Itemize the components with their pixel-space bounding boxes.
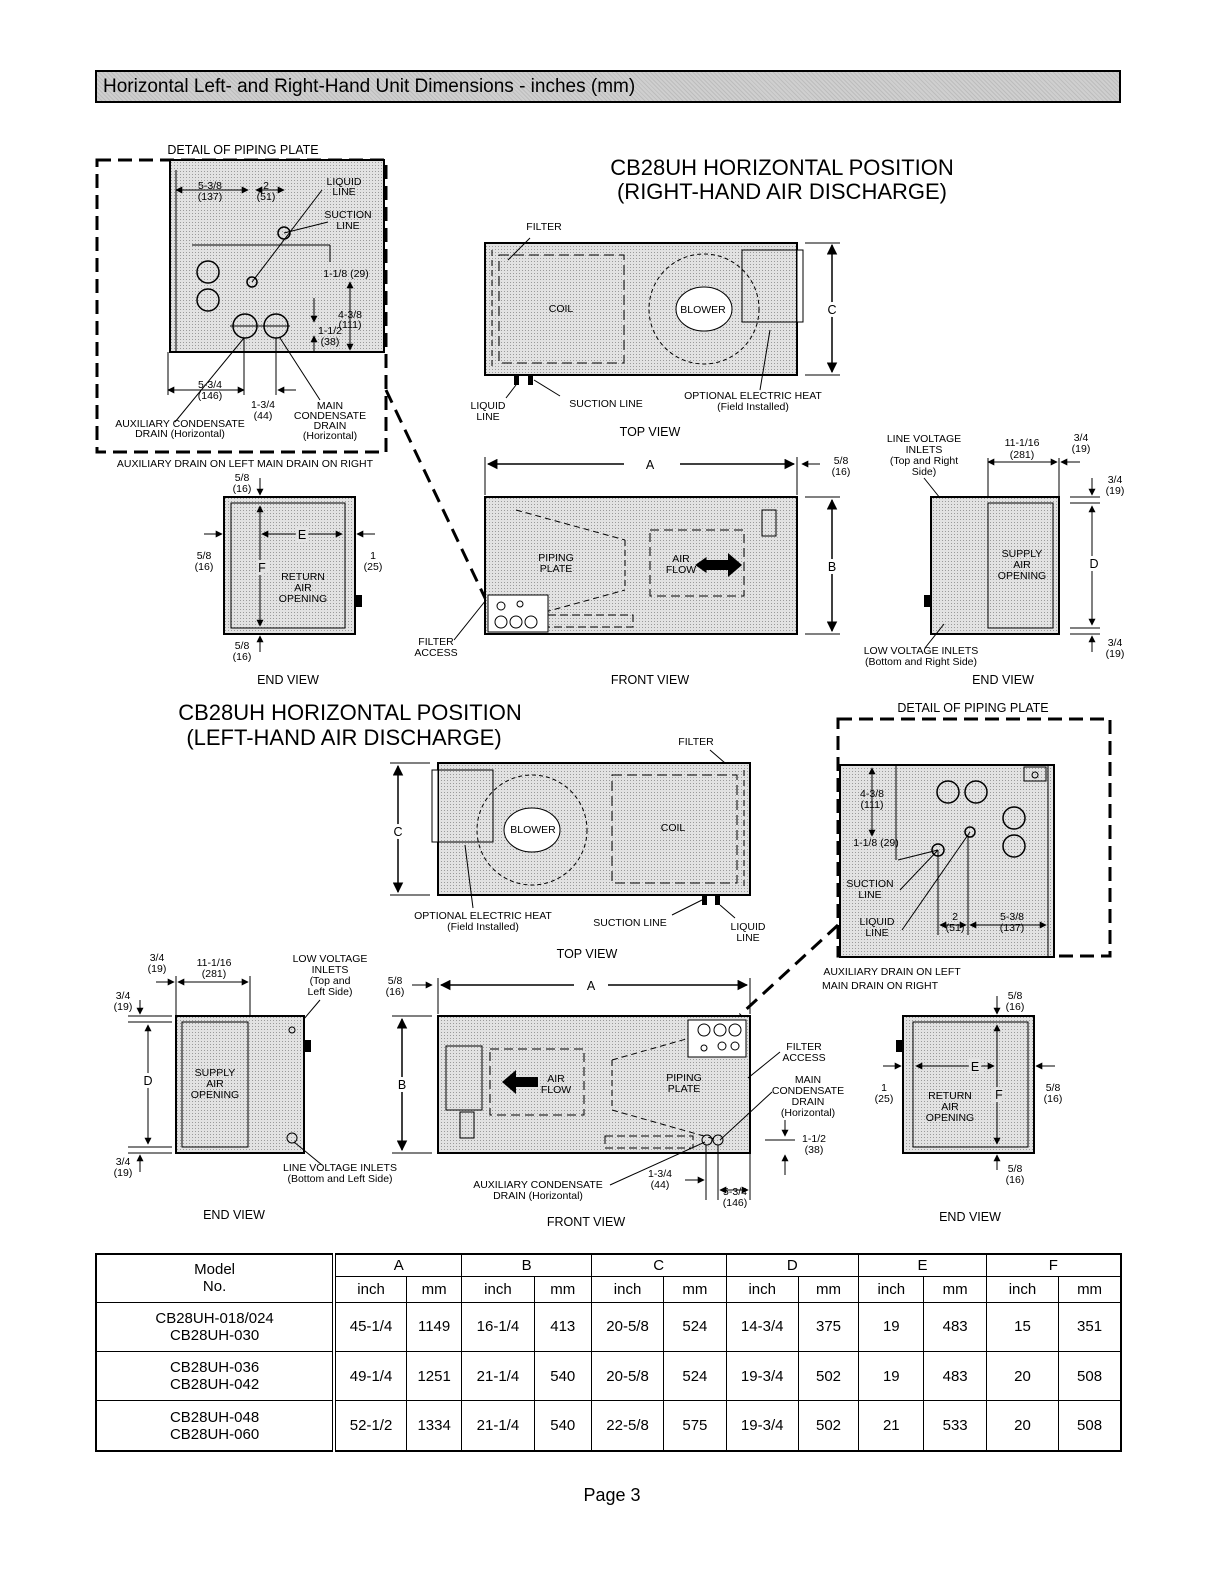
svg-text:DRAIN (Horizontal): DRAIN (Horizontal)	[135, 428, 225, 440]
svg-text:(16): (16)	[232, 651, 252, 663]
svg-text:BLOWER: BLOWER	[680, 304, 726, 316]
lh-front-view-caption: FRONT VIEW	[546, 1215, 626, 1229]
svg-text:FILTER: FILTER	[526, 221, 562, 233]
table-row	[96, 1302, 1121, 1351]
svg-text:5/8: 5/8	[833, 455, 849, 467]
table-cell: 49-1/4	[334, 1351, 406, 1400]
lh-end-view-right-caption: END VIEW	[939, 1210, 1001, 1224]
svg-text:(16): (16)	[232, 483, 252, 495]
lh-end-view-supply	[114, 952, 397, 1222]
table-cell: 375	[798, 1302, 858, 1351]
svg-text:MAIN: MAIN	[316, 400, 344, 412]
svg-text:DRAIN: DRAIN	[313, 420, 347, 432]
svg-text:PIPING: PIPING	[666, 1072, 702, 1084]
svg-text:COIL: COIL	[660, 822, 686, 834]
svg-text:E: E	[970, 1060, 980, 1074]
svg-text:(Field Installed): (Field Installed)	[447, 921, 519, 933]
svg-text:LINE: LINE	[332, 186, 356, 198]
table-cell: 483	[924, 1351, 986, 1400]
svg-text:B: B	[397, 1078, 407, 1092]
table-cell: 19	[859, 1351, 924, 1400]
svg-text:4-3/8: 4-3/8	[338, 309, 362, 321]
table-cell: 524	[664, 1351, 726, 1400]
table-cell: 533	[924, 1401, 986, 1451]
svg-text:LIQUID: LIQUID	[730, 921, 766, 933]
svg-text:INLETS: INLETS	[905, 444, 943, 456]
table-cell: 502	[798, 1401, 858, 1451]
svg-text:D: D	[143, 1074, 153, 1088]
table-cell: 502	[798, 1351, 858, 1400]
col-group-f: F	[986, 1254, 1121, 1276]
svg-text:E: E	[297, 528, 307, 542]
rh-end-view-supply	[864, 432, 1125, 687]
svg-text:AIR: AIR	[547, 1073, 565, 1085]
svg-text:5-3/4: 5-3/4	[723, 1186, 747, 1198]
lh-front-view	[386, 975, 844, 1229]
svg-text:LINE: LINE	[865, 927, 889, 939]
svg-text:5/8: 5/8	[234, 640, 250, 652]
svg-text:OPENING: OPENING	[925, 1112, 975, 1124]
svg-text:DRAIN (Horizontal): DRAIN (Horizontal)	[493, 1190, 583, 1202]
svg-text:(Horizontal): (Horizontal)	[302, 430, 358, 442]
svg-text:1-3/4: 1-3/4	[648, 1168, 672, 1180]
svg-text:4-3/8: 4-3/8	[860, 788, 884, 800]
svg-text:(38): (38)	[320, 336, 340, 348]
table-cell: 19	[859, 1302, 924, 1351]
svg-text:1: 1	[370, 550, 376, 562]
svg-text:FILTER: FILTER	[678, 736, 714, 748]
svg-text:(19): (19)	[113, 1167, 133, 1179]
svg-text:AIR: AIR	[672, 553, 690, 565]
rh-title-line1: CB28UH HORIZONTAL POSITION	[610, 155, 954, 180]
svg-text:SUPPLY: SUPPLY	[194, 1067, 236, 1079]
svg-text:(137): (137)	[197, 191, 223, 203]
unit-header: mm	[924, 1276, 986, 1302]
svg-text:(19): (19)	[1105, 485, 1125, 497]
svg-text:(137): (137)	[999, 922, 1025, 934]
svg-text:5/8: 5/8	[387, 975, 403, 987]
unit-header: mm	[664, 1276, 726, 1302]
svg-text:(19): (19)	[113, 1001, 133, 1013]
svg-text:Left Side): Left Side)	[307, 986, 353, 998]
rh-end-view-right-caption: END VIEW	[972, 673, 1034, 687]
svg-text:LINE VOLTAGE INLETS: LINE VOLTAGE INLETS	[283, 1162, 397, 1174]
svg-text:FLOW: FLOW	[540, 1084, 572, 1096]
svg-text:(38): (38)	[804, 1144, 824, 1156]
svg-text:(19): (19)	[1105, 648, 1125, 660]
svg-text:AIR: AIR	[206, 1078, 224, 1090]
svg-text:LINE VOLTAGE: LINE VOLTAGE	[886, 433, 962, 445]
svg-text:PLATE: PLATE	[539, 563, 573, 575]
svg-text:SUCTION: SUCTION	[846, 878, 894, 890]
svg-text:ACCESS: ACCESS	[782, 1052, 826, 1064]
svg-text:LINE: LINE	[336, 220, 360, 232]
svg-text:1-1/2: 1-1/2	[318, 325, 342, 337]
svg-text:(16): (16)	[1005, 1174, 1025, 1186]
svg-text:A: A	[645, 458, 655, 472]
svg-text:COIL: COIL	[548, 303, 574, 315]
table-cell: 20-5/8	[591, 1351, 663, 1400]
table-cell: 15	[986, 1302, 1058, 1351]
col-group-e: E	[859, 1254, 987, 1276]
svg-text:SUCTION LINE: SUCTION LINE	[569, 398, 643, 410]
table-cell: 483	[924, 1302, 986, 1351]
table-cell: 540	[534, 1351, 591, 1400]
svg-text:CONDENSATE: CONDENSATE	[293, 410, 367, 422]
lh-title-line2: (LEFT-HAND AIR DISCHARGE)	[186, 725, 502, 750]
table-row	[96, 1351, 1121, 1400]
svg-text:D: D	[1089, 557, 1099, 571]
svg-text:PLATE: PLATE	[667, 1083, 701, 1095]
svg-text:LINE: LINE	[736, 932, 760, 944]
table-cell: 575	[664, 1401, 726, 1451]
table-cell: 52-1/2	[334, 1401, 406, 1451]
svg-text:C: C	[393, 825, 403, 839]
svg-text:AUXILIARY CONDENSATE: AUXILIARY CONDENSATE	[115, 418, 245, 430]
svg-text:(Bottom and Right Side): (Bottom and Right Side)	[864, 656, 978, 668]
unit-header: mm	[1059, 1276, 1121, 1302]
lh-piping-detail-title: DETAIL OF PIPING PLATE	[897, 701, 1049, 715]
svg-text:Side): Side)	[911, 466, 937, 478]
svg-text:AIR: AIR	[941, 1101, 959, 1113]
svg-text:(Bottom and Left Side): (Bottom and Left Side)	[287, 1173, 393, 1185]
svg-text:AIR: AIR	[294, 582, 312, 594]
svg-text:OPENING: OPENING	[190, 1089, 240, 1101]
rh-end-view-return	[195, 472, 383, 687]
svg-text:(51): (51)	[256, 191, 276, 203]
svg-text:AUXILIARY CONDENSATE: AUXILIARY CONDENSATE	[473, 1179, 603, 1191]
svg-text:A: A	[586, 979, 596, 993]
svg-text:F: F	[258, 561, 266, 575]
svg-text:OPENING: OPENING	[278, 593, 328, 605]
svg-text:(25): (25)	[363, 561, 383, 573]
svg-text:3/4: 3/4	[149, 952, 165, 964]
svg-text:(146): (146)	[722, 1197, 748, 1209]
lh-end-view-return	[875, 990, 1063, 1224]
lh-piping-caption-2: MAIN DRAIN ON RIGHT	[821, 980, 939, 992]
svg-text:(146): (146)	[197, 390, 223, 402]
svg-text:(16): (16)	[385, 986, 405, 998]
section-header: Horizontal Left- and Right-Hand Unit Dimensions - inches (mm)	[95, 70, 1121, 103]
svg-text:LOW VOLTAGE INLETS: LOW VOLTAGE INLETS	[863, 645, 979, 657]
svg-text:(111): (111)	[338, 319, 362, 331]
svg-text:MAIN: MAIN	[794, 1074, 822, 1086]
lh-end-view-left-caption: END VIEW	[203, 1208, 265, 1222]
svg-text:LOW VOLTAGE: LOW VOLTAGE	[292, 953, 368, 965]
model-header: Model No.	[96, 1254, 334, 1302]
lh-top-view	[390, 736, 766, 961]
svg-text:(281): (281)	[201, 968, 227, 980]
svg-text:SUPPLY: SUPPLY	[1001, 548, 1043, 560]
svg-text:B: B	[827, 560, 837, 574]
dimensions-table	[95, 1253, 1122, 1452]
svg-text:(16): (16)	[1043, 1093, 1063, 1105]
table-cell: 20-5/8	[591, 1302, 663, 1351]
svg-text:5/8: 5/8	[1007, 990, 1023, 1002]
table-cell: 508	[1059, 1351, 1121, 1400]
svg-text:(44): (44)	[253, 410, 273, 422]
svg-text:(16): (16)	[194, 561, 214, 573]
svg-text:BLOWER: BLOWER	[510, 824, 556, 836]
unit-header: inch	[986, 1276, 1058, 1302]
svg-text:DRAIN: DRAIN	[791, 1096, 825, 1108]
lh-title-line1: CB28UH HORIZONTAL POSITION	[178, 700, 522, 725]
unit-header: mm	[406, 1276, 461, 1302]
svg-text:RETURN: RETURN	[281, 571, 325, 583]
svg-text:FILTER: FILTER	[786, 1041, 822, 1053]
svg-text:(25): (25)	[874, 1093, 894, 1105]
rh-piping-detail-title: DETAIL OF PIPING PLATE	[167, 143, 319, 157]
svg-text:1-1/2: 1-1/2	[802, 1133, 826, 1145]
table-cell: 20	[986, 1351, 1058, 1400]
page-number: Page 3	[583, 1485, 641, 1505]
rh-title-line2: (RIGHT-HAND AIR DISCHARGE)	[616, 179, 948, 204]
table-cell: 21-1/4	[462, 1401, 534, 1451]
table-cell: 20	[986, 1401, 1058, 1451]
svg-text:2: 2	[263, 180, 269, 192]
model-cell: CB28UH-048 CB28UH-060	[96, 1401, 334, 1451]
model-cell: CB28UH-036 CB28UH-042	[96, 1351, 334, 1400]
model-cell: CB28UH-018/024 CB28UH-030	[96, 1302, 334, 1351]
unit-header: inch	[334, 1276, 406, 1302]
svg-text:LIQUID: LIQUID	[859, 916, 895, 928]
svg-text:SUCTION LINE: SUCTION LINE	[593, 917, 667, 929]
svg-text:2: 2	[952, 911, 958, 923]
svg-text:(111): (111)	[860, 799, 884, 811]
svg-text:OPTIONAL ELECTRIC HEAT: OPTIONAL ELECTRIC HEAT	[414, 910, 552, 922]
col-group-b: B	[462, 1254, 592, 1276]
table-cell: 524	[664, 1302, 726, 1351]
svg-text:(Field Installed): (Field Installed)	[717, 401, 789, 413]
rh-top-view-caption: TOP VIEW	[619, 425, 681, 439]
lh-top-view-caption: TOP VIEW	[556, 947, 618, 961]
col-group-a: A	[334, 1254, 462, 1276]
unit-header: inch	[591, 1276, 663, 1302]
svg-text:11-1/16: 11-1/16	[1004, 437, 1040, 449]
svg-text:3/4: 3/4	[115, 990, 131, 1002]
table-cell: 508	[1059, 1401, 1121, 1451]
table-cell: 16-1/4	[462, 1302, 534, 1351]
table-cell: 413	[534, 1302, 591, 1351]
svg-text:1-1/8 (29): 1-1/8 (29)	[323, 268, 369, 280]
svg-text:3/4: 3/4	[1107, 637, 1123, 649]
svg-text:11-1/16: 11-1/16	[196, 957, 232, 969]
unit-header: inch	[462, 1276, 534, 1302]
svg-text:5/8: 5/8	[234, 472, 250, 484]
svg-text:5-3/4: 5-3/4	[198, 379, 222, 391]
unit-header: inch	[726, 1276, 798, 1302]
table-cell: 14-3/4	[726, 1302, 798, 1351]
col-group-c: C	[591, 1254, 726, 1276]
svg-text:LIQUID: LIQUID	[326, 176, 362, 188]
svg-text:SUCTION: SUCTION	[324, 209, 372, 221]
svg-text:LIQUID: LIQUID	[470, 400, 506, 412]
svg-text:F: F	[995, 1088, 1003, 1102]
svg-text:1: 1	[881, 1082, 887, 1094]
table-cell: 1251	[406, 1351, 461, 1400]
svg-text:(44): (44)	[650, 1179, 670, 1191]
table-cell: 1334	[406, 1401, 461, 1451]
svg-text:OPENING: OPENING	[997, 570, 1047, 582]
table-row	[96, 1401, 1121, 1451]
table-cell: 540	[534, 1401, 591, 1451]
table-cell: 19-3/4	[726, 1401, 798, 1451]
svg-text:5/8: 5/8	[1007, 1163, 1023, 1175]
svg-text:INLETS: INLETS	[311, 964, 349, 976]
svg-text:(16): (16)	[831, 466, 851, 478]
svg-text:5-3/8: 5-3/8	[198, 180, 222, 192]
svg-text:LINE: LINE	[476, 411, 500, 423]
svg-text:3/4: 3/4	[115, 1156, 131, 1168]
svg-text:(19): (19)	[1071, 443, 1091, 455]
svg-text:PIPING: PIPING	[538, 552, 574, 564]
svg-text:AIR: AIR	[1013, 559, 1031, 571]
rh-piping-caption: AUXILIARY DRAIN ON LEFT MAIN DRAIN ON RIGHT	[116, 458, 374, 470]
lh-piping-caption: AUXILIARY DRAIN ON LEFT	[823, 966, 961, 978]
svg-text:(51): (51)	[945, 922, 965, 934]
svg-text:3/4: 3/4	[1073, 432, 1089, 444]
svg-text:OPTIONAL ELECTRIC HEAT: OPTIONAL ELECTRIC HEAT	[684, 390, 822, 402]
svg-text:RETURN: RETURN	[928, 1090, 972, 1102]
svg-text:5/8: 5/8	[1045, 1082, 1061, 1094]
svg-text:CONDENSATE: CONDENSATE	[771, 1085, 845, 1097]
svg-text:(Top and Right: (Top and Right	[889, 455, 959, 467]
svg-text:(281): (281)	[1009, 449, 1035, 461]
table-cell: 22-5/8	[591, 1401, 663, 1451]
rh-front-view	[414, 455, 850, 687]
svg-text:FLOW: FLOW	[665, 564, 697, 576]
svg-text:ACCESS: ACCESS	[414, 647, 458, 659]
svg-text:LINE: LINE	[858, 889, 882, 901]
unit-header: inch	[859, 1276, 924, 1302]
svg-text:1-3/4: 1-3/4	[251, 399, 275, 411]
unit-header: mm	[798, 1276, 858, 1302]
svg-text:(19): (19)	[147, 963, 167, 975]
table-cell: 19-3/4	[726, 1351, 798, 1400]
unit-header: mm	[534, 1276, 591, 1302]
rh-piping-detail	[97, 143, 386, 470]
table-cell: 21	[859, 1401, 924, 1451]
svg-text:3/4: 3/4	[1107, 474, 1123, 486]
table-cell: 351	[1059, 1302, 1121, 1351]
table-cell: 45-1/4	[334, 1302, 406, 1351]
lh-piping-detail	[822, 701, 1110, 992]
svg-text:5-3/8: 5-3/8	[1000, 911, 1024, 923]
svg-text:(Top and: (Top and	[309, 975, 351, 987]
rh-end-view-left-caption: END VIEW	[257, 673, 319, 687]
svg-text:(Horizontal): (Horizontal)	[780, 1107, 836, 1119]
rh-top-view	[470, 221, 840, 439]
svg-text:1-1/8 (29): 1-1/8 (29)	[853, 837, 899, 849]
svg-text:(16): (16)	[1005, 1001, 1025, 1013]
table-cell: 1149	[406, 1302, 461, 1351]
svg-text:C: C	[827, 303, 837, 317]
col-group-d: D	[726, 1254, 859, 1276]
table-cell: 21-1/4	[462, 1351, 534, 1400]
rh-front-view-caption: FRONT VIEW	[610, 673, 690, 687]
svg-text:FILTER: FILTER	[418, 636, 454, 648]
svg-text:5/8: 5/8	[196, 550, 212, 562]
